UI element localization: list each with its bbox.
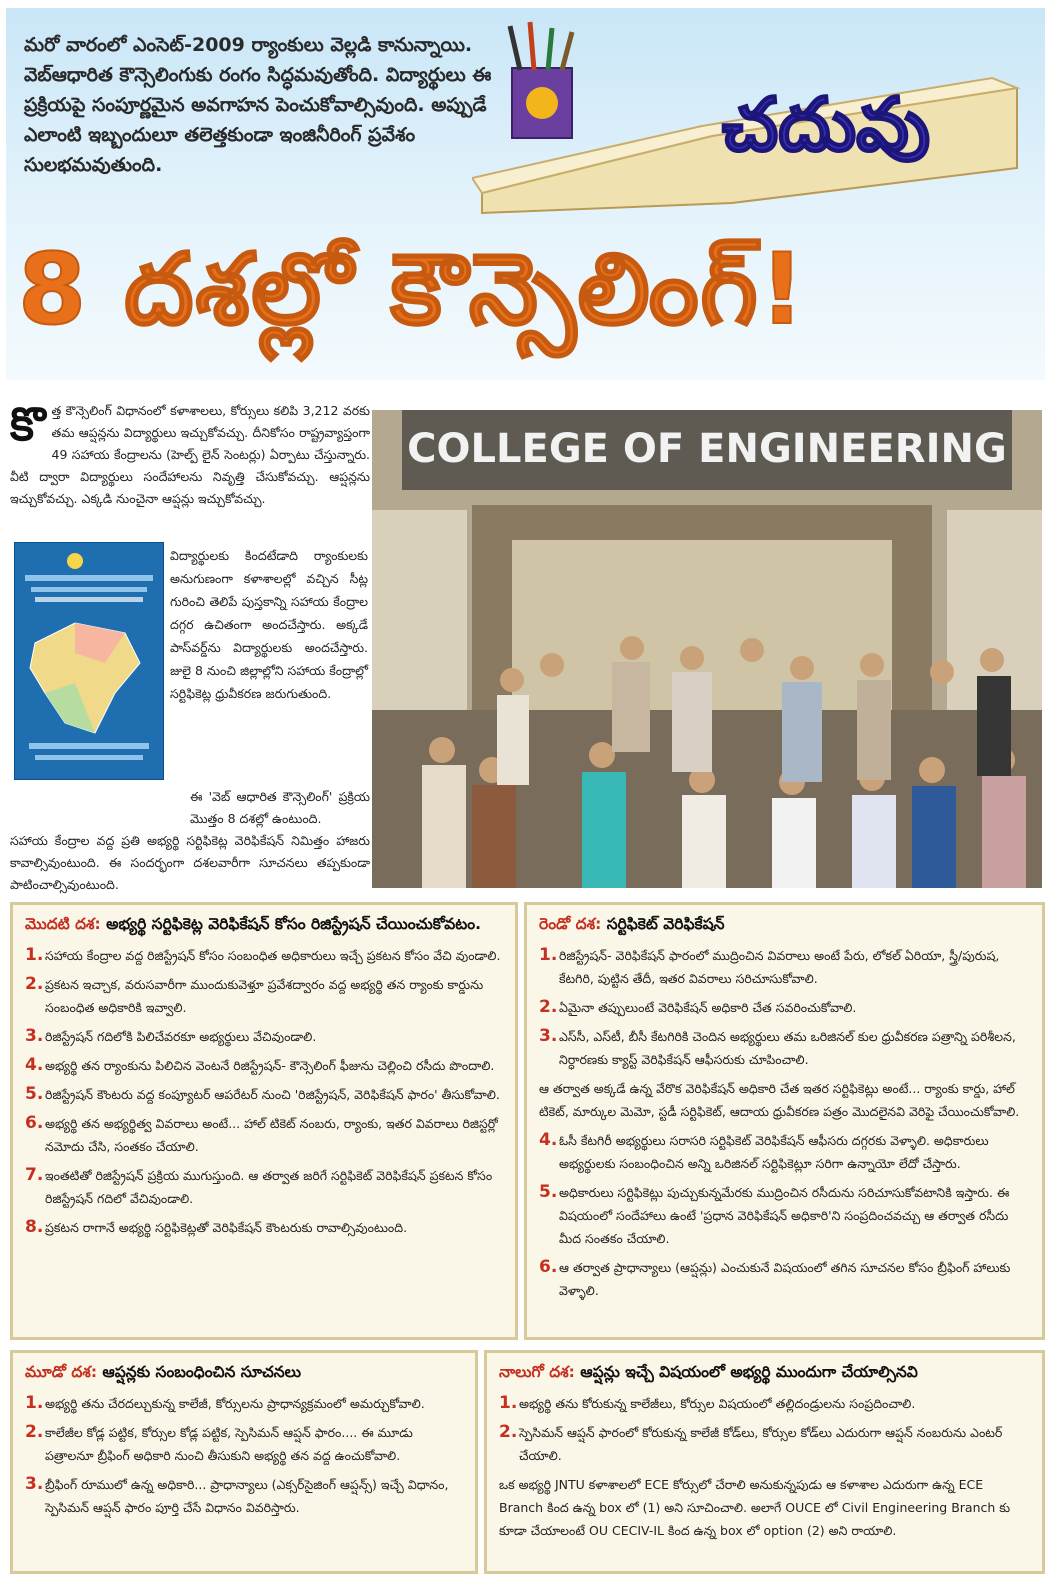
list-item: 1. అభ్యర్థి తను చేరదల్చుకున్న కాలేజీ, కోర్సులను ప్రాధాన్యక్రమంలో అమర్చుకోవాలి. — [25, 1393, 425, 1413]
stage-4-panel — [484, 1350, 1045, 1574]
stage-3-title: ఆప్షన్లకు సంబంధించిన సూచనలు — [102, 1363, 301, 1381]
list-item: 1. సహాయ కేంద్రాల వద్ద రిజిస్ట్రేషన్ కోసం సంబంధిత అధికారులు ఇచ్చే ప్రకటన కోసం వేచి వుండాలి. — [25, 945, 501, 965]
list-item: 6. ఆ తర్వాత ప్రాధాన్యాలు (ఆప్షన్లు) ఎంచుకునే విషయంలో తగిన సూచనల కోసం బ్రీఫింగ్ హాలుకు వెళ్ళాలి. — [539, 1257, 1011, 1298]
stage-1-title: అభ్యర్థి సర్టిఫికెట్ల వెరిఫికేషన్ కోసం రిజిస్ట్రేషన్ చేయించుకోవటం. — [106, 915, 482, 933]
list-item: 1. అభ్యర్థి తను కోరుకున్న కాలేజీలు, కోర్సుల విషయంలో తల్లిదండ్రులను సంప్రదించాలి. — [499, 1393, 916, 1413]
stage-2-heading — [539, 913, 1030, 936]
drop-cap: కొ — [10, 397, 46, 451]
list-item: 5. అధికారులు సర్టిఫికెట్లు పుచ్చుకున్నమేరకు ముద్రించిన రసీదును సరిచూసుకోవటానికి ఇస్తారు. ఈ విషయంలో సందేహాలు ఉంటే 'ప్రధాన వెరిఫికేషన్ అధికారి'ని సంప్రదించవచ్చు ఆ తర్వాత రసీదు మీద సంతకం చేయాలి. — [539, 1182, 1010, 1246]
intro-text: మరో వారంలో ఎంసెట్-2009 ర్యాంకులు వెల్లడి కానున్నాయి. వెబ్‌ఆధారిత కౌన్సెలింగుకు రంగం సిద్ధమవుతోంది. విద్యార్థులు ఈ ప్రక్రియపై సంపూర్ణమైన అవగాహన పెంచుకోవాల్సివుంది. అప్పుడే ఎలాంటి ఇబ్బందులూ తలెత్తకుండా ఇంజినీరింగ్ ప్రవేశం సులభమవుతుంది. — [24, 34, 492, 176]
article-paragraph-2: విద్యార్థులకు కిందటేడాది ర్యాంకులకు అనుగుణంగా కళాశాలల్లో వచ్చిన సీట్ల గురించి తెలిపే పుస్తకాన్ని సహాయ కేంద్రాల దగ్గర ఉచితంగా అందచేస్తారు. అక్కడే పాస్‌వర్డ్‌ను విద్యార్థులకు అందచేస్తారు. జులై 8 నుంచి జిల్లాల్లోని సహాయ కేంద్రాల్లో సర్టిఫికెట్ల ధ్రువీకరణ జరుగుతుంది. — [170, 548, 368, 701]
list-item: 2. ప్రకటన ఇచ్చాక, వరుసవారీగా ముందుకువెళ్తూ ప్రవేశద్వారం వద్ద అభ్యర్థి తన ర్యాంకు కార్డును సంబంధిత అధికారికి ఇవ్వాలి. — [25, 974, 484, 1015]
booklet-image — [14, 542, 164, 780]
list-item: 4. ఓసీ కేటగిరీ అభ్యర్థులు సరాసరి సర్టిఫికెట్ వెరిఫికేషన్ ఆఫీసరు దగ్గరకు వెళ్ళాలి. అధికారులు అభ్యర్థులకు సంబంధించిన అన్ని ఒరిజినల్ సర్టిఫికెట్లూ సరిగా ఉన్నాయో లేదో చేస్తారు. — [539, 1130, 989, 1171]
article-intro — [10, 397, 370, 510]
students-photo — [372, 410, 1042, 888]
list-item: 1. రిజిస్ట్రేషన్- వెరిఫికేషన్ ఫారంలో ముద్రించిన వివరాలు అంటే పేరు, లోకల్ ఏరియా, స్త్రీ/పురుష, కేటగిరి, పుట్టిన తేదీ, ఇతర వివరాలు సరిచూసుకోవాలి. — [539, 945, 1000, 986]
stage-3-panel — [10, 1350, 478, 1574]
stage-2-label: రెండో దశ: — [539, 915, 602, 933]
stage-2-title: సర్టిఫికెట్ వెరిఫికేషన్ — [606, 915, 725, 933]
photo-sign: COLLEGE OF ENGINEERING — [407, 426, 1007, 472]
list-item: 3. రిజిస్ట్రేషన్ గదిలోకి పిలిచేవరకూ అభ్యర్థులు వేచివుండాలి. — [25, 1026, 317, 1046]
article-closing — [10, 786, 370, 896]
stage-4-list — [499, 1392, 1030, 1467]
list-item: 3. ఎస్‌సీ, ఎస్‌టీ, బీసీ కేటగిరికి చెందిన అభ్యర్థులు తమ ఒరిజినల్ కుల ధ్రువీకరణ పత్రాన్ని పరిశీలన, నిర్ధారణకు క్యాస్ట్ వెరిఫికేషన్ ఆఫీసరుకు చూపించాలి. — [539, 1026, 1016, 1067]
list-item: 2. కాలేజీల కోడ్ల పట్టిక, కోర్సుల కోడ్ల పట్టిక, స్పెసిమన్ ఆప్షన్ ఫారం.... ఈ మూడు పత్రాలనూ బ్రీఫింగ్ అధికారి నుంచి తీసుకుని అభ్యర్థి తన వద్ద ఉంచుకోవాలి. — [25, 1422, 413, 1463]
stage-1-heading — [25, 913, 503, 936]
stage-1-list — [25, 944, 503, 1239]
stage-1-label: మొదటి దశ: — [25, 915, 101, 933]
stage-2-note: ఆ తర్వాత అక్కడే ఉన్న వేరొక వెరిఫికేషన్ అధికారి చేత ఇతర సర్టిఫికెట్లు అంటే... ర్యాంకు కార్డు, హాల్ టికెట్, మార్కుల మెమో, స్టడీ సర్టిఫికెట్, ఆదాయ ధ్రువీకరణ పత్రం మొదలైనవి వెరిఫై చేయించుకోవాలి. — [539, 1081, 1020, 1119]
list-item: 3. బ్రీఫింగ్ రూములో ఉన్న అధికారి... ప్రాధాన్యాలు (ఎక్సర్‌సైజింగ్ ఆప్షన్స్) ఇచ్చే విధానం, స్పెసిమన్ ఆప్షన్ ఫారం పూర్తి చేసే విధానం వివరిస్తారు. — [25, 1474, 449, 1515]
list-item: 2. స్పెసిమన్ ఆప్షన్ ఫారంలో కోరుకున్న కాలేజీ కోడ్‌లు, కోర్సుల కోడ్‌లు ఎదురుగా ఆప్షన్ నంబరును ఎంటర్ చేయాలి. — [499, 1422, 1003, 1463]
article-paragraph-4: సహాయ కేంద్రాల వద్ద ప్రతి అభ్యర్థి సర్టిఫికెట్ల వెరిఫికేషన్ నిమిత్తం హాజరు కావాల్సివుంటుంది. ఈ సందర్భంగా దశలవారీగా సూచనలు తప్పకుండా పాటించాల్సివుంటుంది. — [10, 833, 370, 892]
stage-2-list-b — [539, 1129, 1030, 1302]
logo-text: చదువు — [722, 82, 930, 168]
list-item: 2. ఏమైనా తప్పులుంటే వెరిఫికేషన్ అధికారి చేత సవరించుకోవాలి. — [539, 997, 857, 1017]
stage-3-heading — [25, 1361, 463, 1384]
article-paragraph-1: త్త కౌన్సెలింగ్ విధానంలో కళాశాలలు, కోర్సులు కలిపి 3,212 వరకు తమ ఆప్షన్లను విద్యార్థులు ఇచ్చుకోవచ్చు. దీనికోసం రాష్ట్రవ్యాప్తంగా 49 సహాయ కేంద్రాలను (హెల్ప్ లైన్ సెంటర్లు) ఏర్పాటు చేస్తున్నారు. వీటి ద్వారా విద్యార్థులు సందేహాలను నివృత్తి చేసుకోవచ్చు. ఆప్షన్లను ఇచ్చుకోవచ్చు. ఎక్కడి నుంచైనా ఆప్షన్లు ఇచ్చుకోవచ్చు. — [10, 403, 370, 506]
stage-4-label: నాలుగో దశ: — [499, 1363, 575, 1381]
list-item: 8. ప్రకటన రాగానే అభ్యర్థి సర్టిఫికెట్లతో వెరిఫికేషన్ కౌంటరుకు రావాల్సివుంటుంది. — [25, 1217, 408, 1237]
stage-4-note: ఒక అభ్యర్థి JNTU కళాశాలలో ECE కోర్సులో చేరాలి అనుకున్నపుడు ఆ కళాశాల ఎదురుగా ఉన్న ECE Branch కింద ఉన్న box లో (1) అని సూచించాలి. అలాగే OUCE లో Civil Engineering Branch కు కూడా చేయాలంటే OU CECIV-IL కింద ఉన్న box లో option (2) అని రాయాలి. — [499, 1477, 1011, 1538]
stage-4-title: ఆప్షన్లు ఇచ్చే విషయంలో అభ్యర్థి ముందుగా చేయాల్సినవి — [580, 1363, 918, 1381]
stage-3-list — [25, 1392, 463, 1519]
article-paragraph-3: ఈ 'వెబ్ ఆధారిత కౌన్సెలింగ్' ప్రక్రియ మొత్తం 8 దశల్లో ఉంటుంది. — [190, 789, 370, 826]
stage-1-panel — [10, 902, 518, 1340]
list-item: 4. అభ్యర్థి తన ర్యాంకును పిలిచిన వెంటనే రిజిస్ట్రేషన్- కౌన్సెలింగ్ ఫీజును చెల్లించి రసీదు పొందాలి. — [25, 1055, 495, 1075]
stage-2-list-a — [539, 944, 1030, 1071]
stage-4-heading — [499, 1361, 1030, 1384]
list-item: 7. ఇంతటితో రిజిస్ట్రేషన్ ప్రక్రియ ముగుస్తుంది. ఆ తర్వాత జరిగే సర్టిఫికెట్ వెరిఫికేషన్ ప్రకటన కోసం రిజిస్ట్రేషన్ గదిలో వేచివుండాలి. — [25, 1165, 493, 1206]
stage-3-label: మూడో దశ: — [25, 1363, 98, 1381]
list-item: 6. అభ్యర్థి తన అభ్యర్థిత్వ వివరాలు అంటే... హాల్ టికెట్ నంబరు, ర్యాంకు, ఇతర వివరాలు రిజిస్టర్లో నమోదు చేసి, సంతకం చేయాలి. — [25, 1113, 498, 1154]
list-item: 5. రిజిస్ట్రేషన్ కౌంటరు వద్ద కంప్యూటర్ ఆపరేటర్ నుంచి 'రిజిస్ట్రేషన్, వెరిఫికేషన్ ఫారం' తీసుకోవాలి. — [25, 1084, 500, 1104]
chaduvu-logo — [472, 18, 1032, 218]
main-headline: 8 దశల్లో కౌన్సెలింగ్! — [18, 233, 807, 347]
stage-2-panel — [524, 902, 1045, 1340]
